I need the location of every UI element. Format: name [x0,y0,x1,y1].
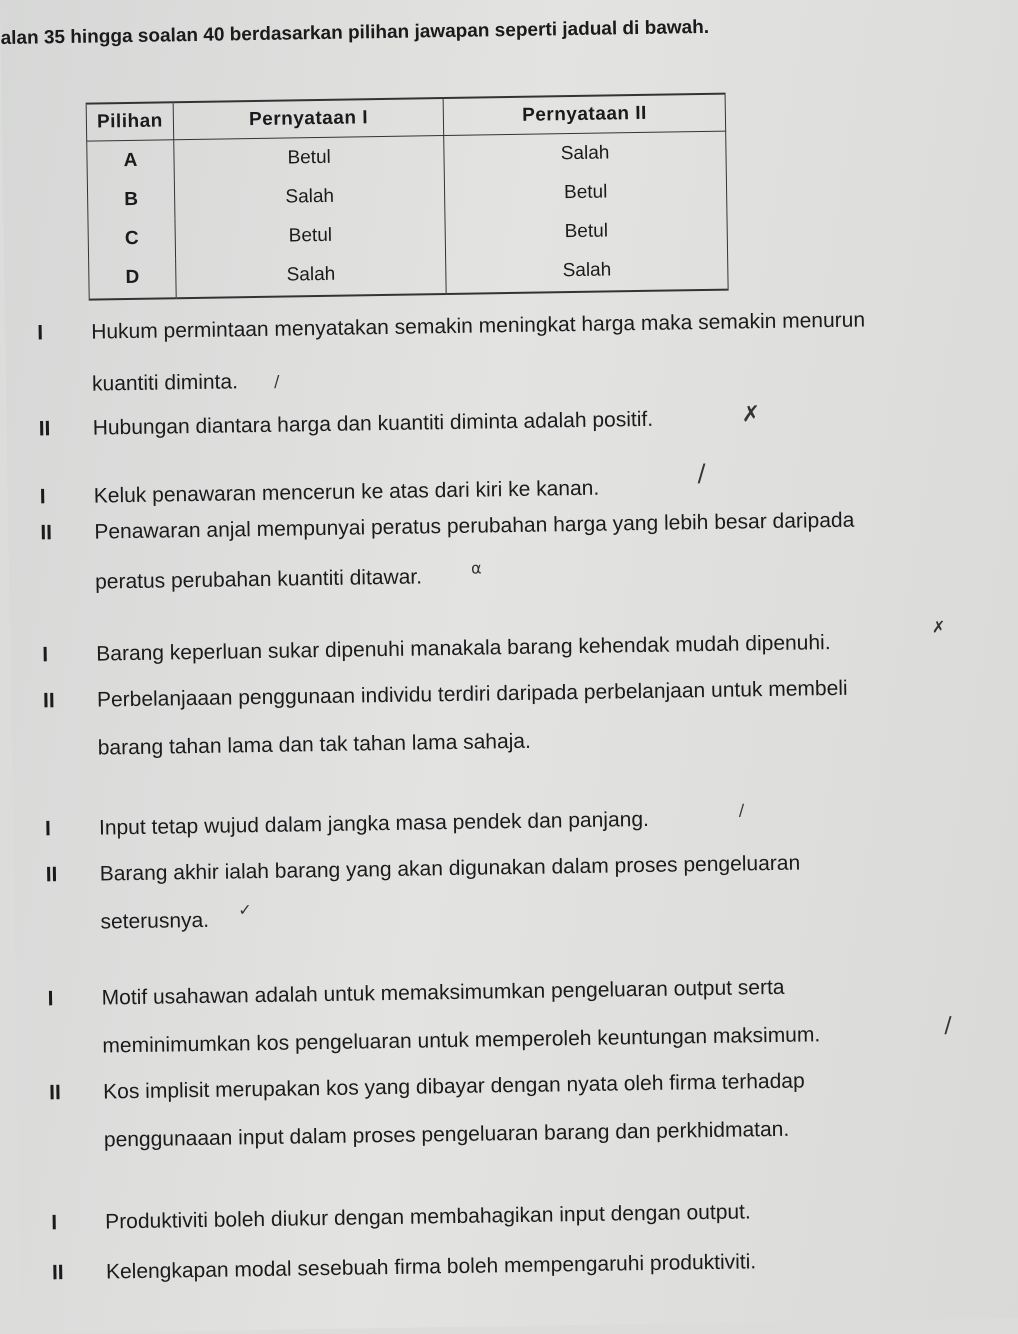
cross-mark: α [470,558,482,578]
statement-i-numeral: I [42,643,49,667]
statement-ii-value: Salah [444,131,726,175]
statement-ii-numeral: II [42,689,55,713]
tick-mark: / [697,458,706,488]
statement-i-numeral: I [39,485,46,509]
header-pilihan: Pilihan [86,102,174,141]
statement-i-text: Barang keperluan sukar dipenuhi manakala barang kehendak mudah dipenuhi. [96,631,831,666]
statement-i-text: Hukum permintaan menyatakan semakin meningkat harga maka semakin menurun [91,308,866,344]
cross-mark: ✗ [931,617,946,637]
statement-i-numeral: I [47,987,54,1011]
statement-ii-numeral: II [48,1081,62,1105]
statement-i-text: Keluk penawaran mencerun ke atas dari kiri ke kanan. [93,476,600,508]
statement-ii-numeral: II [40,521,53,545]
cross-mark: ✗ [741,402,761,428]
tick-mark: / [273,371,280,391]
tick-mark: / [944,1013,952,1039]
statement-ii-text-cont: penggunaaan input dalam proses pengeluaran barang dan perkhidmatan. [103,1117,790,1152]
statement-ii-text-cont: peratus perubahan kuantiti ditawar. [94,565,423,594]
statement-ii-value: Betul [445,171,727,215]
statement-i-value: Betul [174,136,445,180]
instruction-text: alan 35 hingga soalan 40 berdasarkan pilihan jawapan seperti jadual di bawah. [0,16,710,49]
statement-i-value: Salah [174,175,445,218]
statement-ii-text: Kos implisit merupakan kos yang dibayar dengan nyata oleh firma terhadap [102,1069,805,1104]
statement-i-value: Betul [175,214,446,257]
table-row [89,249,729,299]
statement-ii-text: Perbelanjaaan penggunaan individu terdiri daripada perbelanjaan untuk membeli [96,676,848,712]
statement-i-text: Input tetap wujud dalam jangka masa pendek dan panjang. [98,807,650,840]
option-label: B [87,180,175,221]
header-pernyataan-ii: Pernyataan II [443,94,725,136]
statement-ii-numeral: II [38,417,51,441]
statement-ii-numeral: II [51,1261,64,1285]
statement-i-numeral: I [37,321,44,345]
tick-cross-mark: ✓ [238,900,252,920]
statement-ii-text-cont: seterusnya. [100,908,210,934]
statement-ii-value: Betul [445,210,727,254]
statement-ii-text-cont: barang tahan lama dan tak tahan lama sahaja. [97,729,532,760]
statement-ii-text: Hubungan diantara harga dan kuantiti diminta adalah positif. [92,407,654,440]
option-label: D [89,258,177,300]
statement-i-numeral: I [51,1211,58,1235]
answer-choice-table [86,93,729,301]
statement-ii-text: Kelengkapan modal sesebuah firma boleh mempengaruhi produktiviti. [105,1250,757,1284]
option-label: C [88,219,176,260]
statement-i-text-cont: meminimumkan kos pengeluaran untuk memperoleh keuntungan maksimum. [102,1023,821,1058]
header-pernyataan-i: Pernyataan I [173,98,444,140]
tick-mark: / [738,800,745,820]
statement-ii-numeral: II [45,863,58,887]
option-label: A [87,140,175,181]
statement-ii-text: Barang akhir ialah barang yang akan digunakan dalam proses pengeluaran [99,851,801,886]
statement-i-text: Produktiviti boleh diukur dengan membahagikan input dengan output. [105,1200,751,1234]
statement-i-numeral: I [44,817,52,841]
statement-ii-text: Penawaran anjal mempunyai peratus perubahan harga yang lebih besar daripada [94,508,855,544]
statement-ii-value: Salah [446,249,728,294]
statement-i-text: Motif usahawan adalah untuk memaksimumkan pengeluaran output serta [101,975,785,1010]
statement-i-text-cont: kuantiti diminta. [91,370,239,396]
statement-i-value: Salah [176,254,447,299]
